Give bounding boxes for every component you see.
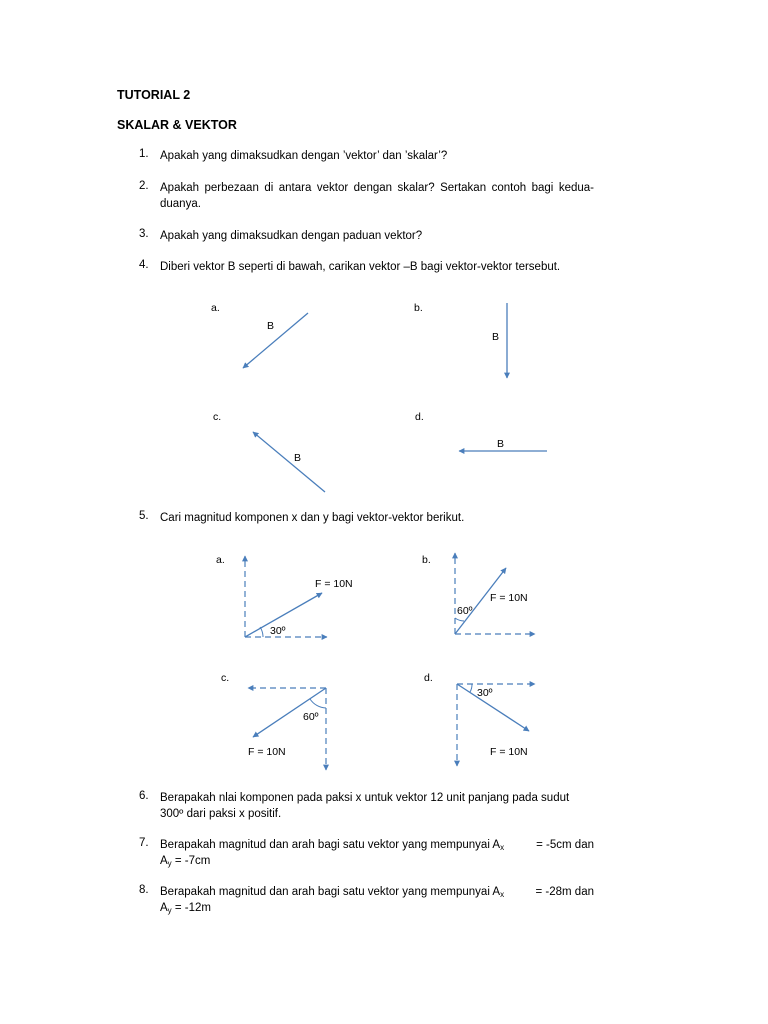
angle-label: 30º bbox=[477, 687, 493, 699]
question-number: 5. bbox=[139, 510, 149, 522]
angle-arc bbox=[260, 627, 263, 637]
vector-label: B bbox=[497, 438, 505, 450]
subscript: x bbox=[500, 843, 505, 852]
question-text: Apakah perbezaan di antara vektor dengan skalar? Sertakan contoh bagi kedua-duanya. bbox=[160, 182, 594, 210]
text-segment: Berapakah magnitud dan arah bagi satu vektor yang mempunyai $A_x$ bbox=[160, 886, 505, 899]
question-line: $A_y = -7cm$ bbox=[160, 855, 211, 868]
force-label: F = 10N bbox=[315, 578, 353, 590]
text-segment: = -28m dan bbox=[535, 886, 594, 898]
question-text: Apakah yang dimaksudkan dengan paduan vektor? bbox=[160, 230, 423, 242]
subscript: y bbox=[167, 906, 172, 915]
vector-b-arrow bbox=[243, 313, 308, 368]
vector-label: B bbox=[267, 320, 275, 332]
question-text: Cari magnitud komponen x dan y bagi vektor-vektor berikut. bbox=[160, 512, 465, 524]
angle-label: 60º bbox=[457, 605, 473, 617]
figure-label: b. bbox=[422, 554, 431, 566]
vector-label: B bbox=[492, 331, 500, 343]
figure-label: b. bbox=[414, 302, 423, 314]
question-number: 1. bbox=[139, 148, 149, 160]
question-text: Apakah yang dimaksudkan dengan ’vektor’ dan ’skalar’? bbox=[160, 150, 448, 162]
question-line: $A_y = -12m$ bbox=[160, 902, 211, 915]
figure-label: a. bbox=[211, 302, 220, 314]
question-number: 6. bbox=[139, 790, 149, 802]
question-number: 4. bbox=[139, 259, 149, 271]
force-vector-arrow bbox=[457, 684, 529, 731]
question-number: 8. bbox=[139, 884, 149, 896]
question-number: 7. bbox=[139, 837, 149, 849]
figure-label: a. bbox=[216, 554, 225, 566]
subscript: y bbox=[167, 859, 172, 868]
angle-arc bbox=[310, 699, 326, 708]
angle-label: 60º bbox=[303, 711, 319, 723]
question-number: 3. bbox=[139, 228, 149, 240]
force-label: F = 10N bbox=[490, 746, 528, 758]
figure-label: c. bbox=[221, 672, 230, 684]
subscript: x bbox=[500, 890, 505, 899]
vector-label: B bbox=[294, 452, 302, 464]
figure-label: d. bbox=[415, 411, 424, 423]
force-label: F = 10N bbox=[248, 746, 286, 758]
vector-b-arrow bbox=[253, 432, 325, 492]
angle-arc bbox=[455, 618, 464, 621]
force-label: F = 10N bbox=[490, 592, 528, 604]
angle-arc bbox=[470, 684, 472, 692]
question-number: 2. bbox=[139, 180, 149, 192]
figure-label: d. bbox=[424, 672, 433, 684]
question-line: 300º dari paksi x positif. bbox=[160, 808, 282, 820]
angle-label: 30º bbox=[270, 625, 286, 637]
figure-label: c. bbox=[213, 411, 222, 423]
question-text: Diberi vektor B seperti di bawah, carikan vektor –B bagi vektor-vektor tersebut. bbox=[160, 261, 561, 273]
page-title: TUTORIAL 2 bbox=[117, 88, 191, 102]
text-segment: = -5cm dan bbox=[536, 839, 594, 851]
question-line: Berapakah nlai komponen pada paksi x untuk vektor 12 unit panjang pada sudut bbox=[160, 792, 570, 804]
page-subtitle: SKALAR & VEKTOR bbox=[117, 118, 237, 132]
text-segment: Berapakah magnitud dan arah bagi satu vektor yang mempunyai $A_x$ bbox=[160, 839, 505, 852]
